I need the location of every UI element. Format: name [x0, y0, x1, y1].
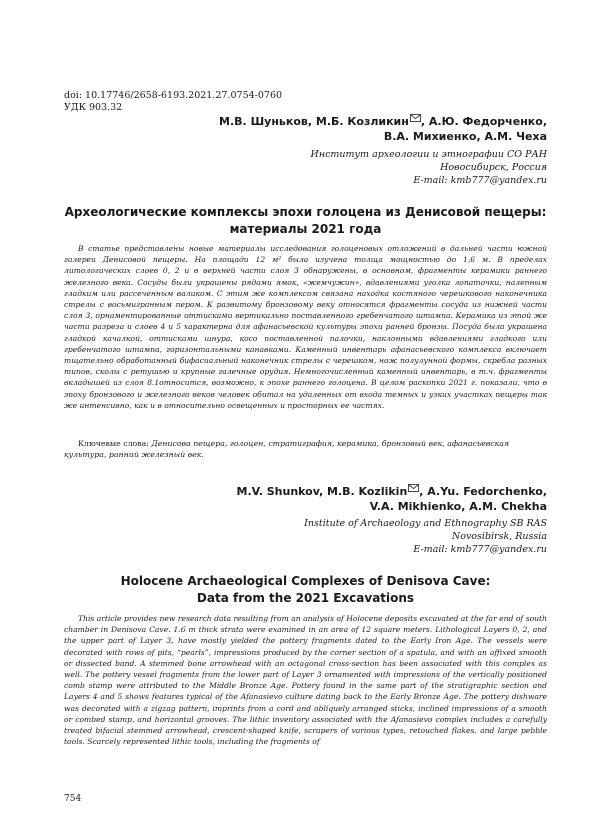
- keywords-ru: [64, 438, 547, 460]
- affiliation-ru-email[interactable]: E-mail: kmb777@yandex.ru: [413, 175, 547, 186]
- title-en: [64, 573, 547, 607]
- affiliation-en-email[interactable]: E-mail: kmb777@yandex.ru: [413, 544, 547, 555]
- keywords-ru-label: Ключевые слова:: [78, 439, 152, 448]
- authors-ru-line1-b: , А.Ю. Федорченко,: [420, 115, 547, 128]
- affiliation-ru-city: Новосибирск, Россия: [440, 162, 547, 173]
- authors-en-line1-b: , A.Yu. Fedorchenko,: [419, 485, 547, 498]
- affiliation-en: [304, 517, 547, 556]
- keywords-ru-text: Денисова пещера, голоцен, стратиграфия, керамика, бронзовый век, афанасьевская культура, ранний железный век.: [64, 439, 510, 460]
- title-ru: [64, 204, 547, 238]
- authors-ru-line1: [219, 114, 547, 129]
- title-en-line2: Data from the 2021 Excavations: [196, 591, 415, 605]
- envelope-icon[interactable]: [410, 114, 421, 122]
- title-en-line1: Holocene Archaeological Complexes of Denisova Cave:: [120, 574, 491, 588]
- page-number: 754: [64, 794, 82, 804]
- affiliation-ru-institute: Институт археологии и этнографии СО РАН: [310, 149, 547, 160]
- doi[interactable]: doi: 10.17746/2658-6193.2021.27.0754-0760: [64, 90, 283, 101]
- envelope-icon[interactable]: [408, 484, 419, 492]
- title-ru-line2: материалы 2021 года: [229, 222, 382, 236]
- abstract-en: This article provides new research data resulting from an analysis of Holocene deposits excavated at the far end of south chamber in Denisova Cave. 1.6 m thick strata were examined in an area of 12 square meters. Lithological Layers 0, 2, and the upper part of Layer 3, have mostly yielded the pottery fragments dated to the Early Iron Age. The vessels were decorated with rows of pits, “pearls”, impressions produced by the corner section of a spatula, and with an affixed smooth or dissected band. A stemmed bone arrowhead with an octagonal cross-section has been associated with this complex as well. The pottery vessel fragments from the lower part of Layer 3 ornamented with impressions of the vertically positioned comb stamp were attributed to the Middle Bronze Age. Pottery found in the same part of the stratigraphic section and Layers 4 and 5 shows features typical of the Afanasievo culture dating back to the Early Bronze Age. The pottery dishware was decorated with a zigzag pattern, imprints from a cord and obliquely arranged sticks, inclined impressions of a smooth or combed stamp, and horizontal grooves. The lithic inventory associated with the Afanasievo complex includes a carefully treated bifacial stemmed arrowhead, crescent-shaped knife, scrapers of various types, retouched flakes, and large pebble tools. Scarcely represented lithic tools, including the fragments of: [64, 614, 547, 747]
- authors-ru: [219, 114, 547, 144]
- udk-code: УДК 903.32: [64, 102, 123, 113]
- affiliation-en-city: Novosibirsk, Russia: [451, 531, 547, 542]
- authors-en: [237, 484, 547, 514]
- authors-en-line1-a: M.V. Shunkov, M.B. Kozlikin: [236, 485, 408, 498]
- authors-en-line2: V.A. Mikhienko, A.M. Chekha: [369, 500, 547, 513]
- abstract-ru: В статье представлены новые материалы исследования голоценовых отложений в дальней части южной галереи Денисовой пещеры. На площади 12 м² была изучена толща мощностью до 1,6 м. В пределах литологических слоев 0, 2 и в верхней части слоя 3 обнаружены, в основном, фрагменты керамики раннего железного века. Сосуды были украшены рядами ямок, «жемчужин», вдавлениями уголка лопаточки, налепным гладким или рассеченным валиком. С этим же комплексом связана находка костяного черешкового наконечника стрелы с восьмигранным пером. К развитому бронзовому веку относятся фрагменты сосуда из нижней части слоя 3, орнаментированные оттисками вертикально поставленного гребенчатого штампа. Керамика из этой же части разреза и слоев 4 и 5 характерна для афанасьевской культуры эпохи ранней бронзы. Посуда была украшена гладкой качалкой, оттисками шнура, косо поставленной палочки, наклонными вдавлениями гладкого или гребенчатого штампа, горизонтальными канавками. Каменный инвентарь афанасьевского комплекса включает тщательно обработанный бифасиальный наконечник стрелы с черешком, нож полулунной формы, скребла разных типов, сколы с ретушью и крупные галечные орудия. Немногочисленный каменный инвентарь, в т.ч. фрагменты вкладышей из слоя 8.1относится, возможно, к эпохе раннего голоцена. В целом раскопки 2021 г. показали, что в эпоху бронзового и железного веков человек обитал на удаленных от входа темных и узких участках пещеры так же интенсивно, как и в относительно освещенных и просторных ее частях.: [64, 244, 547, 410]
- title-ru-line1: Археологические комплексы эпохи голоцена из Денисовой пещеры:: [64, 205, 547, 219]
- affiliation-en-institute: Institute of Archaeology and Ethnography SB RAS: [304, 518, 547, 529]
- authors-en-line1: [237, 484, 547, 499]
- authors-ru-line1-a: М.В. Шуньков, М.Б. Козликин: [219, 115, 409, 128]
- authors-ru-line2: В.А. Михиенко, А.М. Чеха: [383, 130, 547, 143]
- affiliation-ru: [311, 148, 547, 187]
